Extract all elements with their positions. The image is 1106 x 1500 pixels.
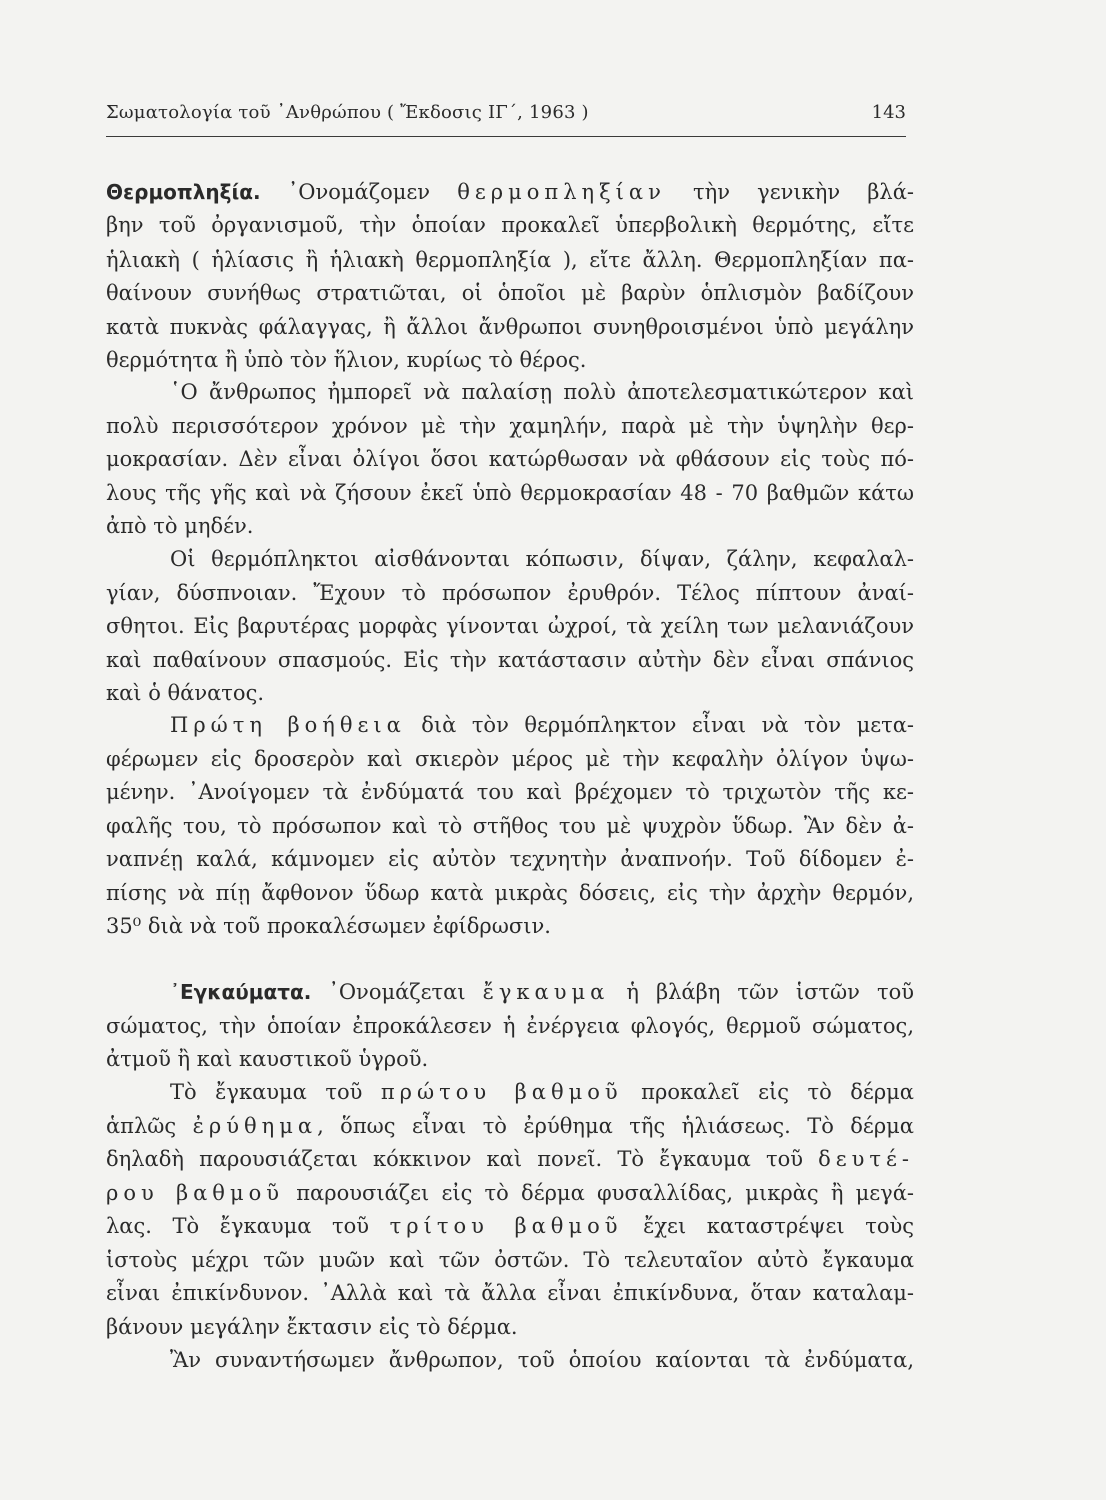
text-line [106, 477, 914, 510]
text-line [106, 1277, 914, 1310]
text-segment: παρουσιάζει εἰς τὸ δέρμα φυσαλλίδας, μικρὰς ἢ μεγά- [284, 1181, 914, 1205]
text-segment: ἡ βλάβη τῶν ἱστῶν τοῦ [609, 980, 914, 1004]
text-line [106, 577, 914, 610]
text-segment: ἡλιακὴ ( ἡλίασις ἢ ἡλιακὴ θερμοπληξία ), εἴτε ἄλλη. Θερμοπληξίαν πα- [106, 248, 914, 272]
text-segment: ἀπὸ τὸ μηδέν. [106, 514, 254, 538]
text-segment: θερμότητα ἢ ὑπὸ τὸν ἥλιον, κυρίως τὸ θέρος. [106, 348, 587, 372]
text-line [106, 776, 914, 809]
text-segment: φαλῆς του, τὸ πρόσωπον καὶ τὸ στῆθος του μὲ ψυχρὸν ὕδωρ. Ἂν δὲν ἀ- [106, 814, 914, 838]
text-segment: βην τοῦ ὀργανισμοῦ, τὴν ὁποίαν προκαλεῖ ὑπερβολικὴ θερμότης, εἴτε [106, 213, 914, 237]
text-segment: φέρωμεν εἰς δροσερὸν καὶ σκιερὸν μέρος μὲ τὴν κεφαλὴν ὀλίγον ὑψω- [106, 747, 914, 771]
spaced-term: δευτέ- [818, 1147, 914, 1171]
text-line [106, 209, 914, 242]
text-line [106, 410, 914, 443]
text-line [170, 376, 914, 409]
text-segment: λους τῆς γῆς καὶ νὰ ζήσουν ἐκεῖ ὑπὸ θερμοκρασίαν 48 - 70 βαθμῶν κάτω [106, 481, 914, 505]
text-line [106, 877, 914, 910]
text-line [106, 311, 914, 344]
text-segment: 35⁰ διὰ νὰ τοῦ προκαλέσωμεν ἐφίδρωσιν. [106, 914, 551, 938]
text-segment: διὰ τὸν θερμόπληκτον εἶναι νὰ τὸν μετα- [405, 713, 914, 737]
text-segment: ᾿Ονομάζεται [311, 980, 483, 1004]
text-line [170, 1076, 914, 1109]
text-segment: πίσης νὰ πίῃ ἄφθονον ὕδωρ κατὰ μικρὰς δόσεις, εἰς τὴν ἀρχὴν θερμόν, [106, 881, 914, 905]
text-line [106, 843, 914, 876]
text-segment: Ἂν συναντήσωμεν ἄνθρωπον, τοῦ ὁποίου καίονται τὰ ἐνδύματα, [170, 1348, 914, 1372]
text-segment: καὶ παθαίνουν σπασμούς. Εἰς τὴν κατάστασιν αὐτὴν δὲν εἶναι σπάνιος [106, 648, 914, 672]
section-heading: ᾿Εγκαύματα. [170, 980, 312, 1004]
text-segment: προκαλεῖ εἰς τὸ δέρμα [622, 1080, 914, 1104]
spaced-term: Πρώτη βοήθεια [170, 713, 406, 737]
running-header [106, 102, 906, 137]
spaced-term: ἔγκαυμα [482, 980, 610, 1004]
text-line [170, 976, 914, 1009]
text-line [106, 810, 914, 843]
text-segment: θαίνουν συνήθως στρατιῶται, οἱ ὁποῖοι μὲ βαρὺν ὁπλισμὸν βαδίζουν [106, 281, 914, 305]
text-segment: βάνουν μεγάλην ἔκτασιν εἰς τὸ δέρμα. [106, 1315, 518, 1339]
text-segment: πολὺ περισσότερον χρόνον μὲ τὴν χαμηλήν, παρὰ μὲ τὴν ὑψηλὴν θερ- [106, 414, 914, 438]
text-line [106, 176, 914, 209]
text-segment: δηλαδὴ παρουσιάζεται κόκκινον καὶ πονεῖ. Τὸ ἔγκαυμα τοῦ [106, 1147, 819, 1171]
spaced-term: ρου βαθμοῦ [106, 1181, 285, 1205]
text-line [106, 677, 914, 710]
text-segment: ἁπλῶς [106, 1114, 193, 1138]
spaced-term: θερμοπληξίαν [457, 180, 666, 204]
text-line [106, 610, 914, 643]
text-line [106, 1110, 914, 1143]
spaced-term: ἐρύθημα [192, 1114, 318, 1138]
text-line [106, 277, 914, 310]
text-line [106, 644, 914, 677]
section-heading: Θερμοπληξία. [106, 180, 261, 204]
text-line [106, 1043, 914, 1076]
page-number: 143 [871, 102, 906, 123]
text-line [106, 443, 914, 476]
text-segment: τὴν γενικὴν βλά- [665, 180, 915, 204]
text-segment: ἔχει καταστρέψει τοὺς [622, 1214, 914, 1238]
text-segment: ἀτμοῦ ἢ καὶ καυστικοῦ ὑγροῦ. [106, 1047, 429, 1071]
spaced-term: πρώτου βαθμοῦ [380, 1080, 623, 1104]
text-segment: μοκρασίαν. Δὲν εἶναι ὀλίγοι ὅσοι κατώρθωσαν νὰ φθάσουν εἰς τοὺς πό- [106, 447, 914, 471]
text-segment: ναπνέῃ καλά, κάμνομεν εἰς αὐτὸν τεχνητὴν ἀναπνοήν. Τοῦ δίδομεν ἐ- [106, 847, 914, 871]
text-line [106, 1311, 914, 1344]
text-line [170, 709, 914, 742]
text-line [106, 1177, 914, 1210]
text-segment: κατὰ πυκνὰς φάλαγγας, ἢ ἄλλοι ἄνθρωποι συνηθροισμένοι ὑπὸ μεγάλην [106, 315, 914, 339]
text-segment: γίαν, δύσπνοιαν. Ἔχουν τὸ πρόσωπον ἐρυθρόν. Τέλος πίπτουν ἀναί- [106, 581, 914, 605]
text-segment: Τὸ ἔγκαυμα τοῦ [170, 1080, 381, 1104]
text-line [106, 1143, 914, 1176]
text-segment: σώματος, τὴν ὁποίαν ἐπροκάλεσεν ἡ ἐνέργεια φλογός, θερμοῦ σώματος, [106, 1014, 914, 1038]
text-line [170, 1344, 914, 1377]
text-line [106, 743, 914, 776]
text-line [106, 910, 914, 943]
text-segment: μένην. ᾿Ανοίγομεν τὰ ἐνδύματά του καὶ βρέχομεν τὸ τριχωτὸν τῆς κε- [106, 780, 914, 804]
text-segment: Οἱ θερμόπληκτοι αἰσθάνονται κόπωσιν, δίψαν, ζάλην, κεφαλαλ- [170, 547, 914, 571]
text-line [106, 1244, 914, 1277]
text-line [106, 244, 914, 277]
text-segment: εἶναι ἐπικίνδυνον. ᾿Αλλὰ καὶ τὰ ἄλλα εἶναι ἐπικίνδυνα, ὅταν καταλαμ- [106, 1281, 914, 1305]
text-segment: καὶ ὁ θάνατος. [106, 681, 265, 705]
text-line [106, 510, 914, 543]
text-segment: λας. Τὸ ἔγκαυμα τοῦ [106, 1214, 390, 1238]
text-line [106, 1010, 914, 1043]
spaced-term: τρίτου βαθμοῦ [389, 1214, 623, 1238]
text-segment: ῾Ο ἄνθρωπος ἠμπορεῖ νὰ παλαίσῃ πολὺ ἀποτελεσματικώτερον καὶ [170, 380, 914, 404]
text-line [106, 1210, 914, 1243]
text-segment: σθητοι. Εἰς βαρυτέρας μορφὰς γίνονται ὠχροί, τὰ χείλη των μελανιάζουν [106, 614, 914, 638]
text-line [170, 543, 914, 576]
text-segment: ᾿Ονομάζομεν [260, 180, 458, 204]
text-line [106, 344, 914, 377]
text-segment: , ὅπως εἶναι τὸ ἐρύθημα τῆς ἡλιάσεως. Τὸ δέρμα [317, 1114, 914, 1138]
header-title: Σωματολογία τοῦ ᾿Ανθρώπου ( Ἔκδοσις ΙΓ΄, 1963 ) [106, 102, 589, 123]
text-segment: ἱστοὺς μέχρι τῶν μυῶν καὶ τῶν ὀστῶν. Τὸ τελευταῖον αὐτὸ ἔγκαυμα [106, 1248, 914, 1272]
